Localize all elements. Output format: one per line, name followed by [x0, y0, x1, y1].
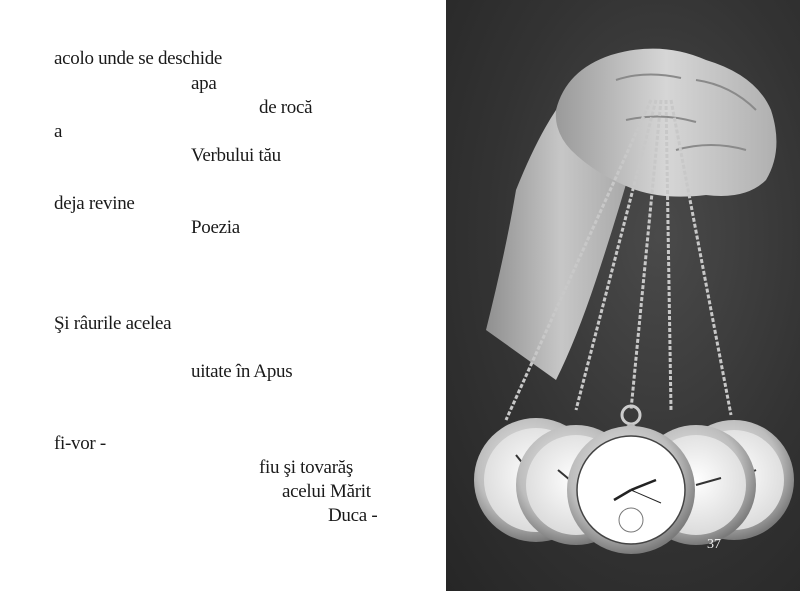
poem-line: acolo unde se deschide: [54, 48, 223, 69]
illustration-svg: [446, 0, 800, 591]
poem-line: Verbului tău: [191, 145, 281, 166]
poem-line: deja revine: [54, 193, 135, 214]
poem-line: Poezia: [191, 217, 240, 238]
poem-line: Duca -: [328, 505, 378, 526]
poem-line: de rocă: [259, 97, 313, 118]
poem-line: apa: [191, 73, 217, 94]
poem-line: fi-vor -: [54, 433, 106, 454]
poem-line: uitate în Apus: [191, 361, 293, 382]
hand-holding-pocket-watches-image: [446, 0, 800, 591]
poem-line: acelui Mărit: [282, 481, 371, 502]
page-number: 37: [707, 537, 721, 552]
poem-line: fiu şi tovarăş: [259, 457, 353, 478]
poem-line: a: [54, 121, 63, 142]
poem-line: Şi râurile acelea: [54, 313, 172, 334]
